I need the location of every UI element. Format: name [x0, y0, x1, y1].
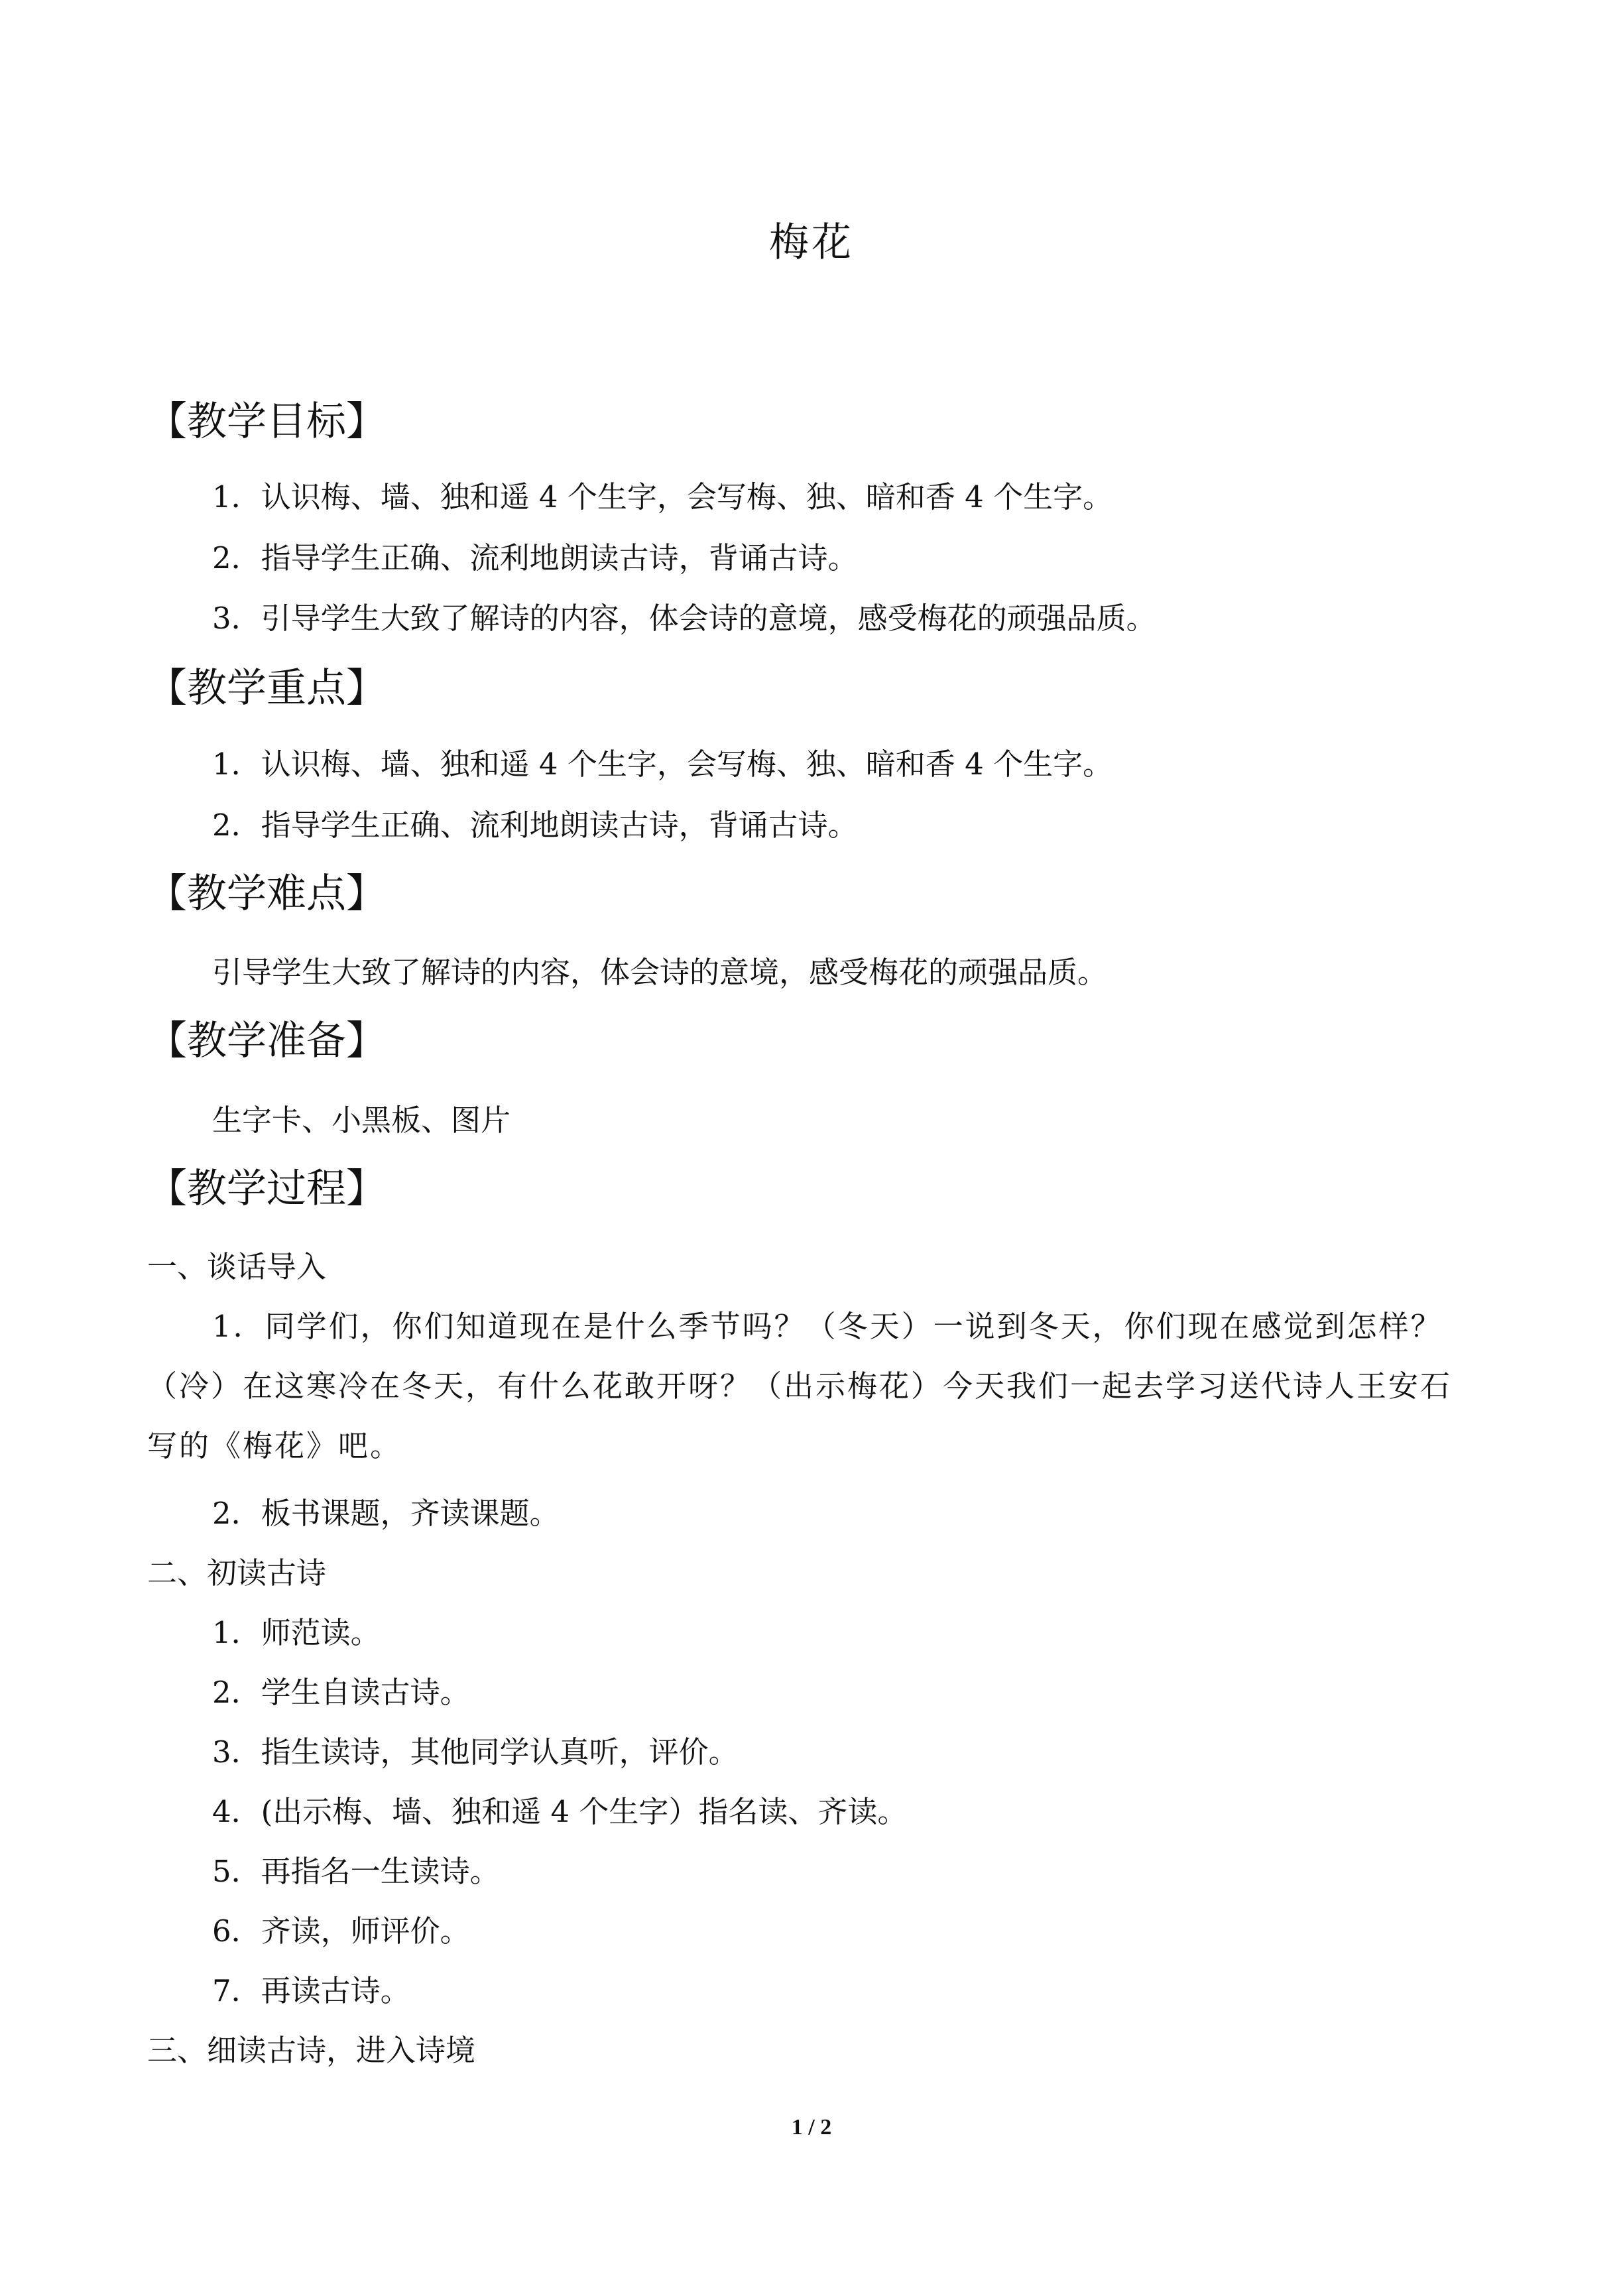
goal-item: 2．指导学生正确、流利地朗读古诗，背诵古诗。: [212, 540, 858, 575]
document-title: 梅花: [769, 219, 854, 266]
key-point-item: 1．认识梅、墙、独和遥 4 个生字，会写梅、独、暗和香 4 个生字。: [212, 747, 1113, 782]
process-item: 2．学生自读古诗。: [212, 1675, 470, 1710]
key-point-item: 2．指导学生正确、流利地朗读古诗，背诵古诗。: [212, 808, 858, 843]
difficulty-text: 引导学生大致了解诗的内容，体会诗的意境，感受梅花的顽强品质。: [212, 955, 1108, 990]
process-part-title: 一、谈话导入: [147, 1249, 327, 1284]
process-item: 2．板书课题，齐读课题。: [212, 1496, 560, 1531]
process-part-title: 三、细读古诗，进入诗境: [147, 2033, 476, 2068]
page-number: 1 / 2: [791, 2115, 832, 2140]
goal-item: 3．引导学生大致了解诗的内容，体会诗的意境，感受梅花的顽强品质。: [212, 601, 1156, 636]
preparation-text: 生字卡、小黑板、图片: [212, 1103, 511, 1138]
section-heading-process: 【教学过程】: [147, 1166, 386, 1212]
process-item: 4．(出示梅、墙、独和遥 4 个生字）指名读、齐读。: [212, 1794, 908, 1829]
goal-item: 1．认识梅、墙、独和遥 4 个生字，会写梅、独、暗和香 4 个生字。: [212, 479, 1113, 514]
process-item: 5．再指名一生读诗。: [212, 1854, 500, 1889]
process-item: 7．再读古诗。: [212, 1973, 410, 2008]
process-item: 3．指生读诗，其他同学认真听，评价。: [212, 1734, 739, 1770]
process-part-title: 二、初读古诗: [147, 1555, 327, 1591]
section-heading-goals: 【教学目标】: [147, 398, 386, 445]
section-heading-difficulties: 【教学难点】: [147, 871, 386, 917]
process-item: 1．师范读。: [212, 1615, 381, 1650]
section-heading-preparation: 【教学准备】: [147, 1018, 386, 1064]
section-heading-key-points: 【教学重点】: [147, 665, 386, 711]
process-item: 6．齐读，师评价。: [212, 1913, 470, 1949]
process-paragraph: 1．同学们，你们知道现在是什么季节吗？（冬天）一说到冬天，你们现在感觉到怎样？（冷）在这寒冷在冬天，有什么花敢开呀？（出示梅花）今天我们一起去学习送代诗人王安石写的《梅花》吧。: [147, 1309, 1453, 1463]
